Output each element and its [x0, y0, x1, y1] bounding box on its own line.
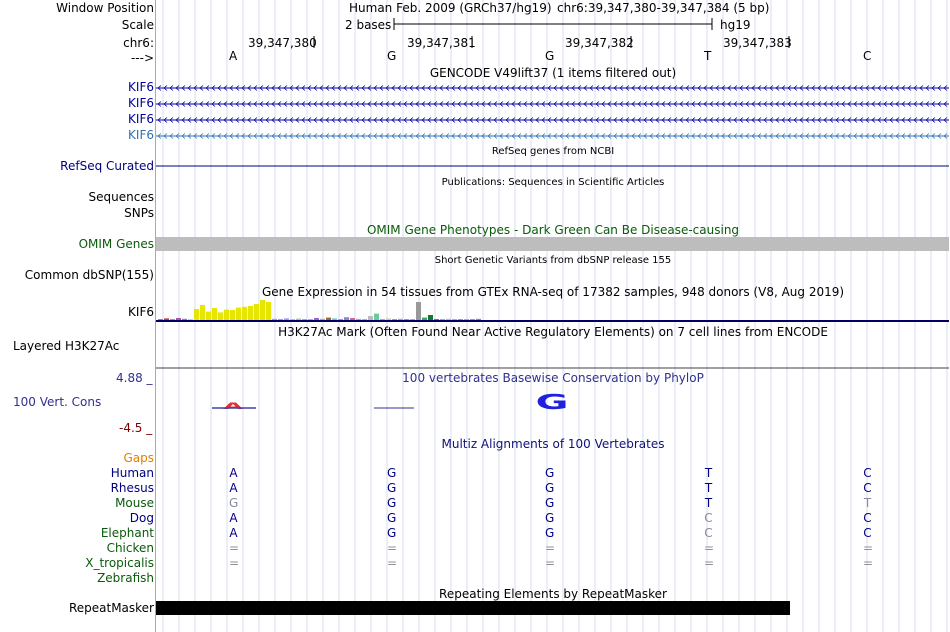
phylop-logo-a: A: [223, 400, 243, 412]
position-readout: chr6:39,347,380-39,347,384 (5 bp): [557, 1, 770, 15]
gtex-bar: [386, 318, 391, 320]
transcript-label-kif6[interactable]: KIF6: [128, 80, 154, 94]
gtex-bar: [434, 319, 439, 320]
gtex-bar: [470, 319, 475, 320]
publications-track-label[interactable]: Sequences: [88, 190, 154, 204]
alignment-base: T: [704, 496, 713, 510]
alignment-base: T: [863, 496, 872, 510]
gtex-bar: [314, 318, 319, 320]
omim-bar: [156, 237, 949, 251]
alignment-base: =: [545, 541, 556, 555]
chrom-label: chr6:: [123, 36, 154, 50]
base-letter: G: [387, 49, 397, 63]
alignment-base: G: [545, 466, 555, 480]
coord-label: 39,347,381: [407, 36, 476, 50]
species-label[interactable]: Rhesus: [110, 481, 154, 495]
species-label[interactable]: Mouse: [115, 496, 154, 510]
transcript-label-kif6[interactable]: KIF6: [128, 128, 154, 142]
alignment-base: =: [704, 541, 715, 555]
alignment-base: =: [863, 556, 874, 570]
alignment-base: =: [387, 556, 398, 570]
db-name: hg19: [720, 18, 751, 32]
alignment-base: A: [229, 466, 238, 480]
repeatmasker-track-label[interactable]: RepeatMasker: [68, 601, 154, 615]
alignment-base: C: [863, 526, 872, 540]
h3k27ac-track-label[interactable]: Layered H3K27Ac: [13, 339, 120, 353]
coord-label: 39,347,380: [248, 36, 317, 50]
snps-track-label[interactable]: SNPs: [124, 206, 154, 220]
dbsnp-track-title: Short Genetic Variants from dbSNP release 155: [434, 255, 672, 266]
gtex-bar: [410, 319, 415, 320]
gtex-bar: [344, 317, 349, 320]
alignment-base: =: [387, 541, 398, 555]
strand-arrows: [158, 86, 947, 91]
gtex-bar: [272, 319, 277, 320]
species-label[interactable]: Elephant: [100, 526, 154, 540]
gtex-bar: [266, 302, 271, 320]
alignment-base: G: [387, 526, 397, 540]
gtex-bar: [374, 314, 379, 320]
gtex-bar: [368, 316, 373, 320]
gtex-bar: [218, 312, 223, 320]
coord-label: 39,347,382: [565, 36, 634, 50]
species-label[interactable]: Dog: [129, 511, 154, 525]
omim-track-label[interactable]: OMIM Genes: [78, 237, 154, 251]
alignment-base: T: [704, 466, 713, 480]
gtex-bar: [200, 305, 205, 320]
strand-arrows: [158, 134, 947, 139]
alignment-base: C: [704, 526, 713, 540]
gtex-bar: [278, 319, 283, 320]
gtex-bar: [242, 307, 247, 320]
assembly-name: Human Feb. 2009 (GRCh37/hg19): [349, 1, 552, 15]
phylop-min-label: -4.5 _: [119, 421, 153, 435]
gtex-bar: [248, 306, 253, 320]
coord-label: 39,347,383: [723, 36, 792, 50]
gtex-bar: [176, 318, 181, 320]
gtex-bar: [428, 315, 433, 320]
repeatmasker-bar: [156, 601, 790, 615]
phylop-max-label: 4.88 _: [116, 371, 153, 385]
gtex-bar: [392, 319, 397, 320]
gtex-bar: [404, 319, 409, 320]
gtex-bar: [338, 319, 343, 320]
base-letter: T: [704, 49, 712, 63]
alignment-base: C: [704, 511, 713, 525]
gtex-bar: [212, 308, 217, 320]
gtex-bar: [398, 319, 403, 320]
gtex-bar: [194, 309, 199, 320]
transcript-label-kif6[interactable]: KIF6: [128, 96, 154, 110]
gtex-bar: [356, 319, 361, 320]
alignment-base: G: [545, 496, 555, 510]
repeatmasker-track-title: Repeating Elements by RepeatMasker: [439, 587, 667, 601]
gtex-bar: [422, 318, 427, 320]
strand-arrows: [158, 102, 947, 107]
gtex-bar: [302, 319, 307, 320]
gtex-bar: [284, 318, 289, 320]
base-letter: A: [229, 49, 238, 63]
alignment-base: G: [387, 496, 397, 510]
gtex-bar: [380, 319, 385, 320]
publications-track-title: Publications: Sequences in Scientific Articles: [441, 177, 665, 188]
gtex-bar: [464, 319, 469, 320]
gtex-bar: [206, 312, 211, 320]
gtex-bar: [326, 318, 331, 320]
species-label[interactable]: Human: [110, 466, 154, 480]
gtex-bar: [164, 318, 169, 320]
dbsnp-track-label[interactable]: Common dbSNP(155): [24, 268, 154, 282]
gtex-bar: [230, 310, 235, 320]
gtex-bar: [362, 319, 367, 320]
phylop-track-title: 100 vertebrates Basewise Conservation by PhyloP: [402, 371, 704, 385]
alignment-base: G: [387, 481, 397, 495]
gtex-bar: [440, 319, 445, 320]
scale-text: 2 bases: [345, 18, 392, 32]
gtex-bar: [458, 319, 463, 320]
alignment-base: G: [229, 496, 239, 510]
alignment-base: G: [545, 481, 555, 495]
transcript-label-kif6[interactable]: KIF6: [128, 112, 154, 126]
gtex-bar: [446, 319, 451, 320]
alignment-base: G: [387, 511, 397, 525]
gtex-bar: [188, 319, 193, 320]
alignment-base: C: [863, 511, 872, 525]
gtex-bar: [452, 319, 457, 320]
gtex-bar: [158, 319, 163, 320]
gtex-bar: [320, 319, 325, 320]
gencode-track-title[interactable]: GENCODE V49lift37 (1 items filtered out): [429, 66, 677, 80]
gtex-bar: [476, 319, 481, 320]
window-position-label: Window Position: [56, 1, 154, 15]
alignment-base: =: [704, 556, 715, 570]
species-label[interactable]: Zebrafish: [97, 571, 154, 585]
phylop-track-label[interactable]: 100 Vert. Cons: [13, 395, 102, 409]
alignment-base: C: [863, 466, 872, 480]
scale-label: Scale: [121, 18, 154, 32]
alignment-base: A: [229, 526, 238, 540]
species-label[interactable]: Chicken: [106, 541, 154, 555]
alignment-base: A: [229, 481, 238, 495]
base-letter: C: [863, 49, 872, 63]
gtex-bar: [236, 308, 241, 320]
alignment-base: =: [545, 556, 556, 570]
alignment-base: G: [545, 526, 555, 540]
alignment-base: A: [229, 511, 238, 525]
gtex-bar: [224, 310, 229, 320]
gtex-bar: [296, 319, 301, 320]
alignment-base: =: [229, 541, 240, 555]
phylop-logo-g: G: [535, 391, 569, 415]
alignment-base: =: [863, 541, 874, 555]
strand-label: --->: [130, 51, 154, 65]
gtex-bar: [350, 318, 355, 320]
alignment-base: G: [545, 511, 555, 525]
species-label[interactable]: X_tropicalis: [85, 556, 154, 570]
gtex-track-title: Gene Expression in 54 tissues from GTEx RNA-seq of 17382 samples, 948 donors (V8, Aug 2019): [261, 285, 845, 299]
gtex-bar: [416, 302, 421, 320]
refseq-track-title: RefSeq genes from NCBI: [491, 146, 615, 157]
h3k27ac-track-title: H3K27Ac Mark (Often Found Near Active Regulatory Elements) on 7 cell lines from ENCODE: [278, 325, 828, 339]
gtex-bar: [170, 319, 175, 320]
omim-track-title: OMIM Gene Phenotypes - Dark Green Can Be Disease-causing: [366, 223, 740, 237]
gtex-bar: [260, 300, 265, 320]
gtex-track-label[interactable]: KIF6: [128, 305, 154, 319]
gtex-bar: [290, 319, 295, 320]
alignment-base: C: [863, 481, 872, 495]
strand-arrows: [158, 118, 947, 123]
gaps-label[interactable]: Gaps: [123, 451, 154, 465]
gtex-bar: [308, 319, 313, 320]
alignment-base: G: [387, 466, 397, 480]
gtex-bar: [254, 304, 259, 320]
base-letter: G: [545, 49, 555, 63]
multiz-track-title: Multiz Alignments of 100 Vertebrates: [441, 437, 665, 451]
alignment-base: T: [704, 481, 713, 495]
gtex-bar: [332, 318, 337, 320]
gtex-bar: [182, 319, 187, 320]
alignment-base: =: [229, 556, 240, 570]
refseq-track-label[interactable]: RefSeq Curated: [60, 159, 154, 173]
